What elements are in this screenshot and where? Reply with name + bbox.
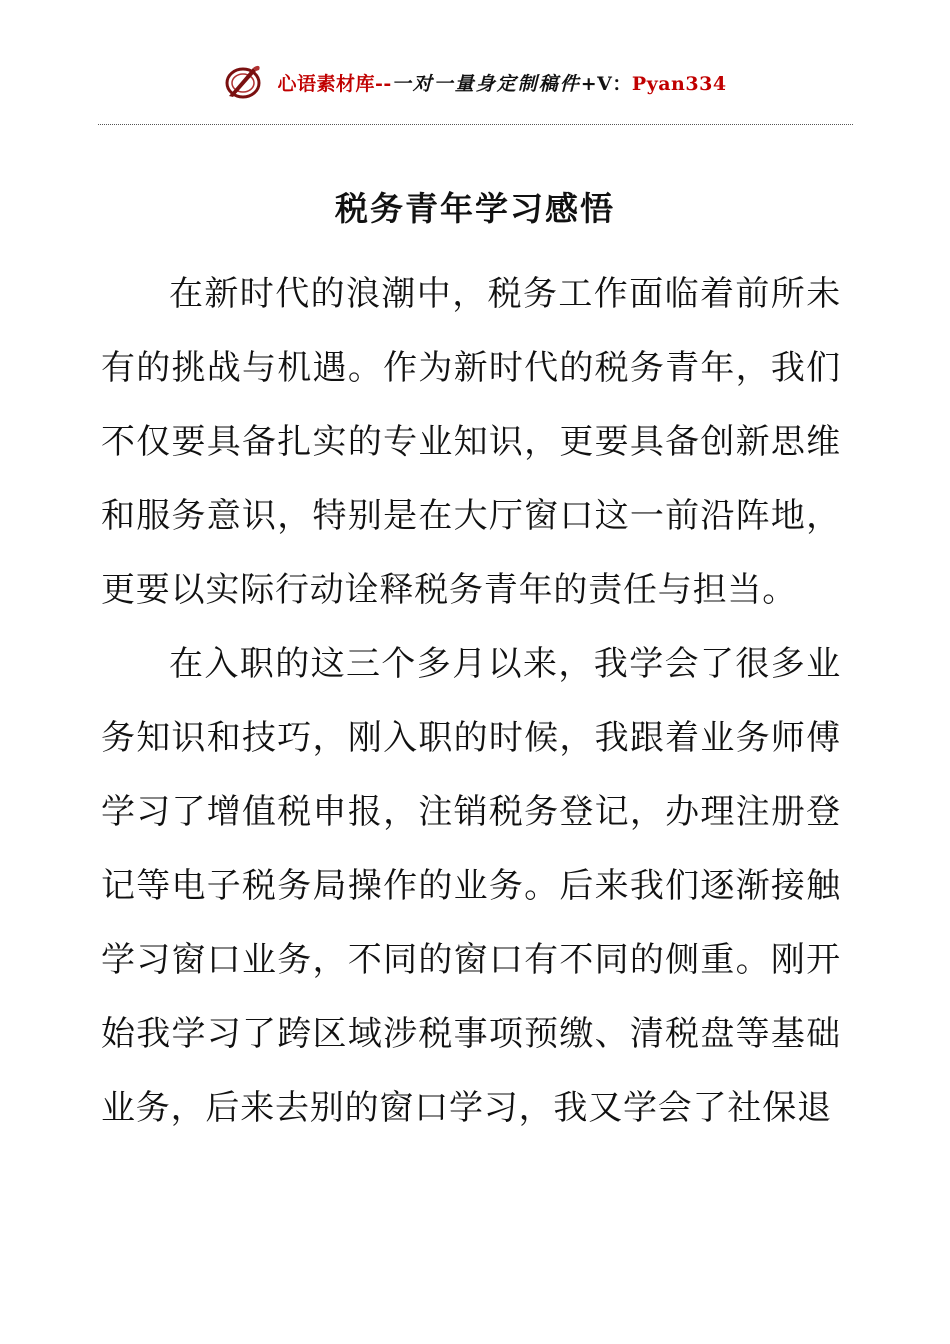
header-contact-prefix: +V：	[580, 72, 632, 95]
document-title: 税务青年学习感悟	[335, 189, 615, 228]
header-wechat-id: Pyan334	[631, 72, 727, 95]
header-divider	[98, 124, 853, 125]
paragraph-1: 在新时代的浪潮中，税务工作面临着前所未有的挑战与机遇。作为新时代的税务青年，我们不仅要具备扎实的专业知识，更要具备创新思维和服务意识，特别是在大厅窗口这一前沿阵地，更要以实际行动诠释税务青年的责任与担当。	[101, 274, 841, 610]
header-separator: --	[374, 72, 392, 95]
header-text	[277, 69, 726, 96]
quill-pen-logo-icon	[223, 62, 263, 102]
page-header	[0, 62, 950, 102]
brand-name: 心语素材库	[277, 72, 375, 95]
paragraph-2: 在入职的这三个多月以来，我学会了很多业务知识和技巧，刚入职的时候，我跟着业务师傅学习了增值税申报，注销税务登记，办理注册登记等电子税务局操作的业务。后来我们逐渐接触学习窗口业务，不同的窗口有不同的侧重。刚开始我学习了跨区域涉税事项预缴、清税盘等基础业务，后来去别的窗口学习，我又学会了社保退	[101, 644, 841, 1128]
document-body	[101, 257, 841, 1145]
header-tagline: 一对一量身定制稿件	[391, 72, 581, 95]
